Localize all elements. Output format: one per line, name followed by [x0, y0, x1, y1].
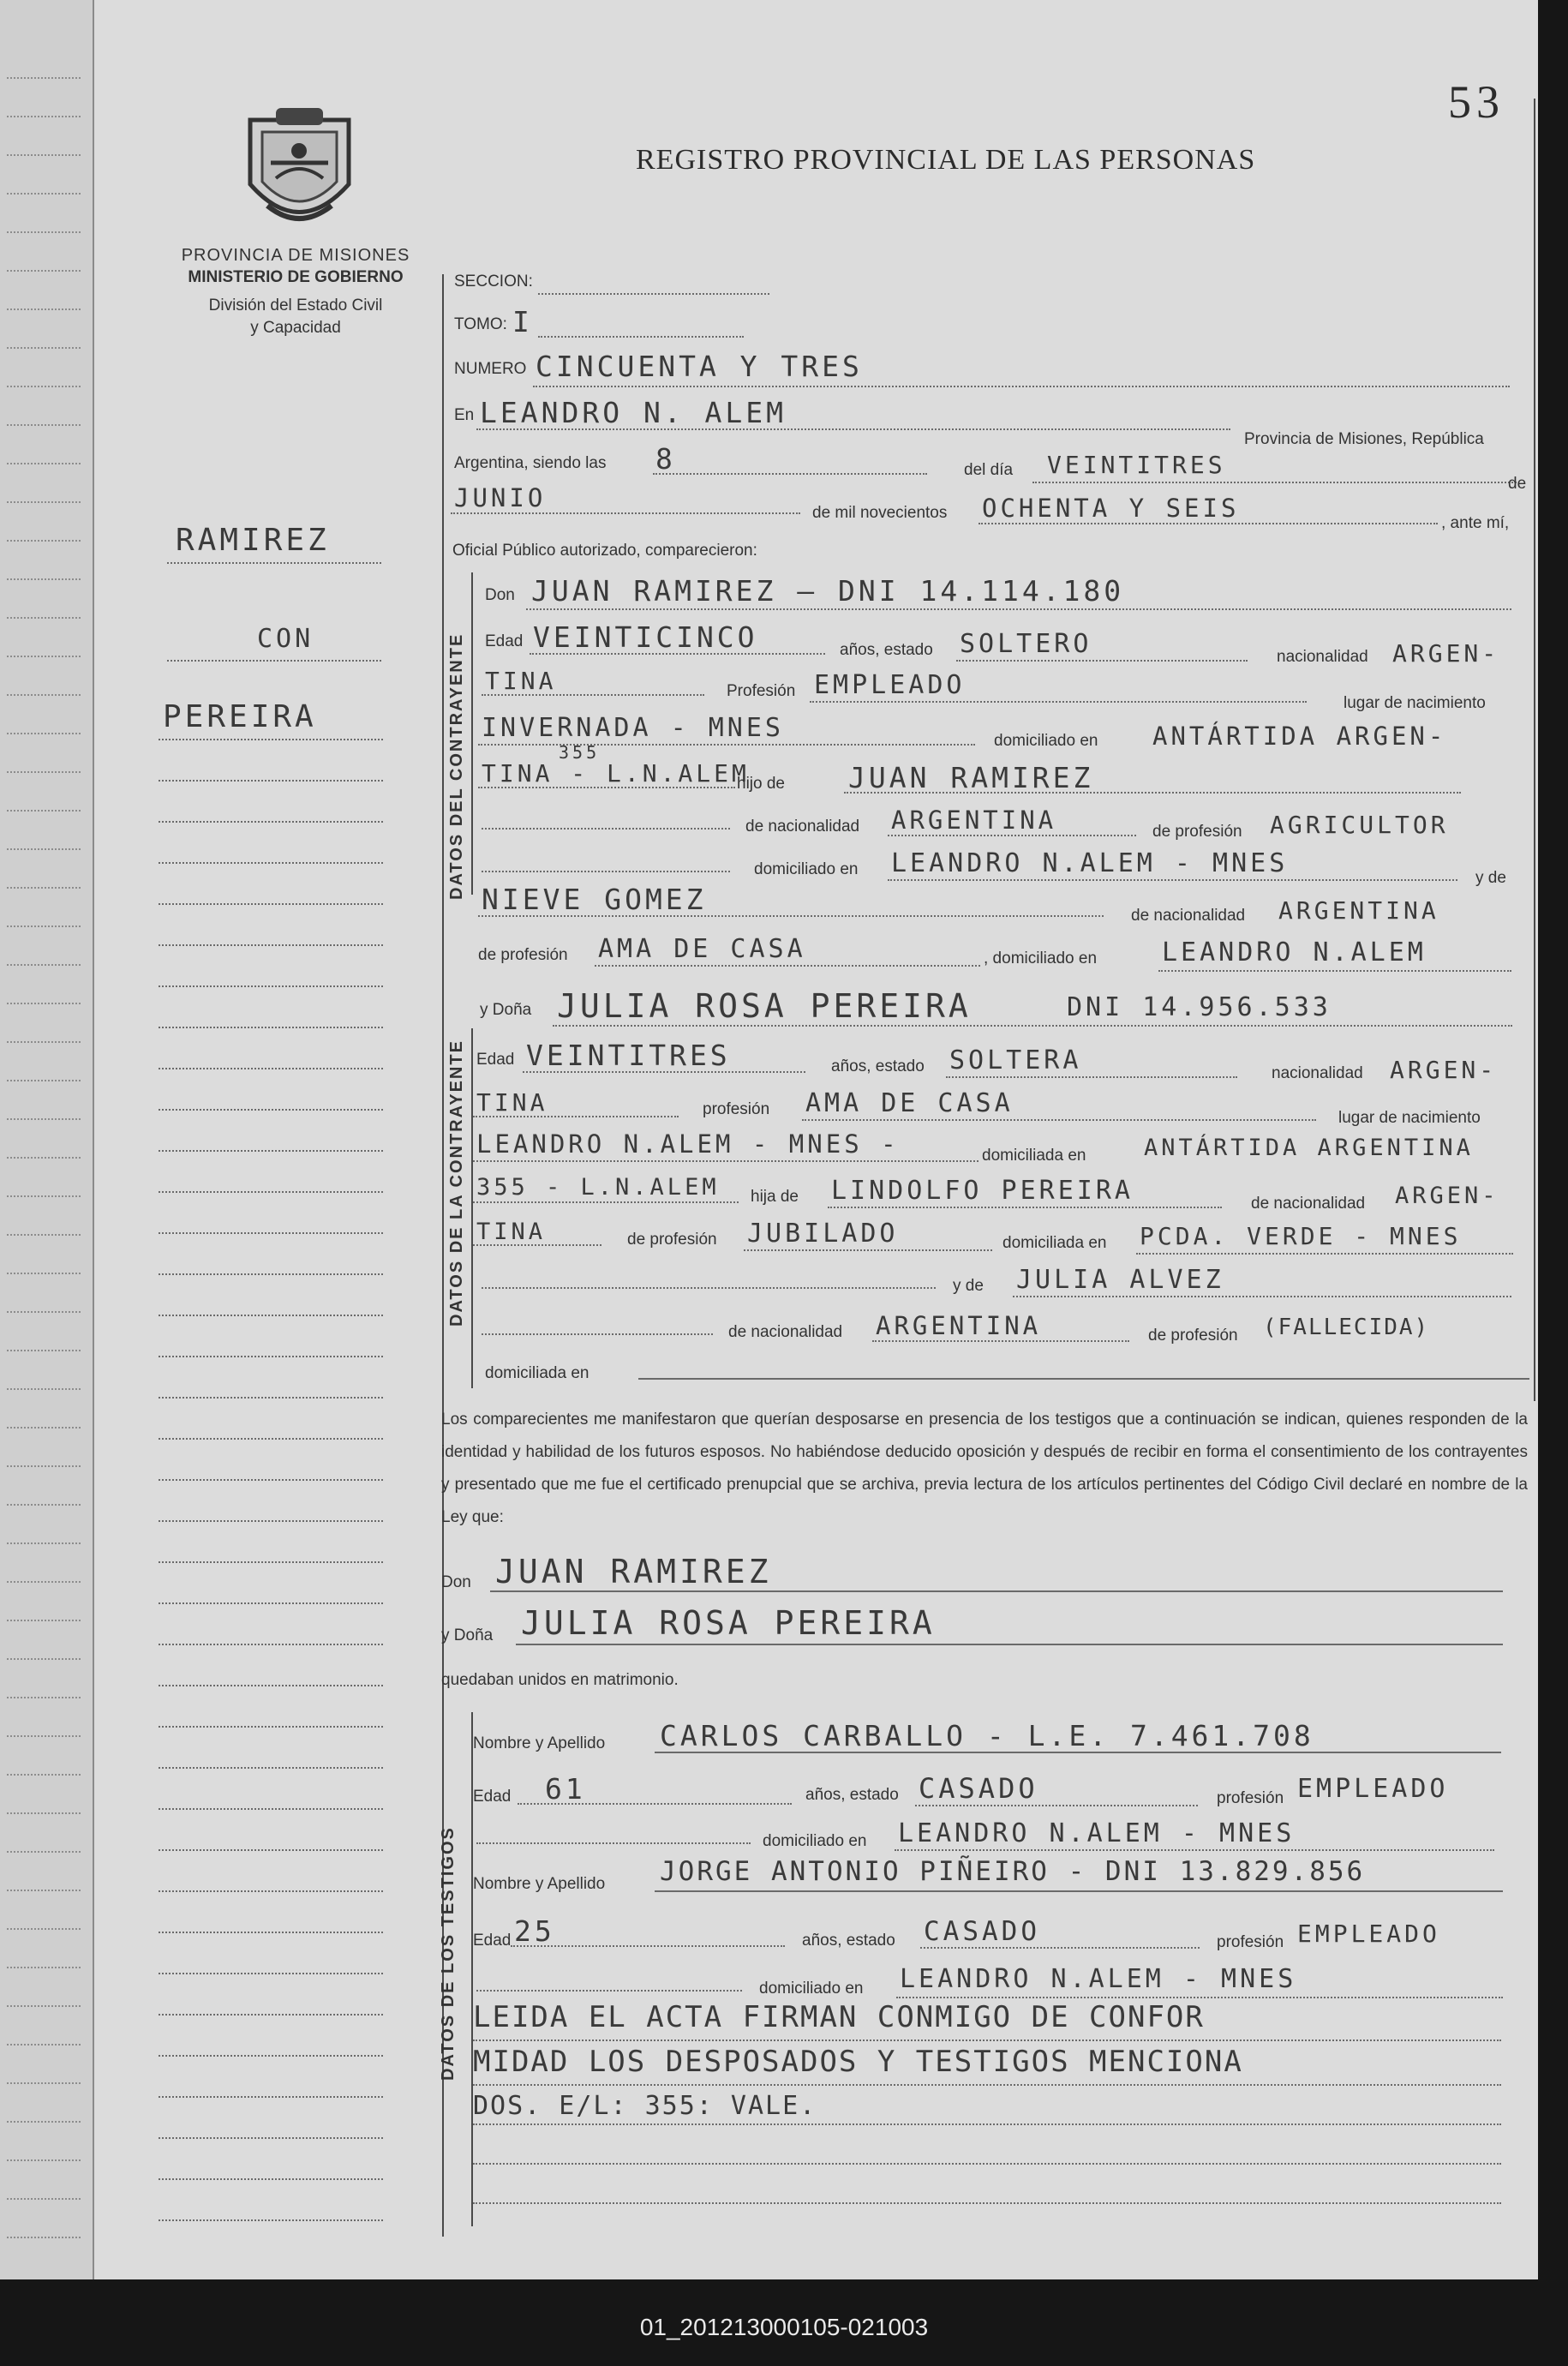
margin-rule: [159, 1808, 383, 1810]
ledger-rule: [7, 1465, 81, 1467]
f-de-nac-label: de nacionalidad: [1251, 1195, 1366, 1213]
ledger-rule: [7, 1812, 81, 1814]
c-prof: EMPLEADO: [814, 670, 966, 700]
t1-dom: LEANDRO N.ALEM - MNES: [898, 1818, 1296, 1848]
obs-rule-5: [473, 2202, 1501, 2204]
ledger-rule: [7, 308, 81, 310]
c-madre-prof-line: [595, 965, 980, 967]
issuer-block: [154, 244, 437, 338]
ledger-rule: [7, 77, 81, 79]
f-hija-label: hija de: [751, 1188, 799, 1206]
f-padre-nac-cont: TINA: [476, 1219, 547, 1245]
ledger-rule: [7, 1851, 81, 1853]
c-prof-label: Profesión: [727, 682, 796, 700]
t2-edad-label: Edad: [473, 1932, 512, 1950]
contrayenta-nombre-line: [553, 1025, 1512, 1027]
c-lugar-label: lugar de nacimiento: [1344, 694, 1486, 712]
ledger-rule: [7, 2121, 81, 2123]
ledger-rule: [7, 1427, 81, 1429]
ledger-rule: [7, 2082, 81, 2084]
f-dom: ANTÁRTIDA ARGENTINA: [1144, 1135, 1474, 1161]
obs-line-1: LEIDA EL ACTA FIRMAN CONMIGO DE CONFOR: [473, 2000, 1205, 2034]
t1-estado-line: [915, 1805, 1198, 1806]
margin-name-1: RAMIREZ: [176, 523, 330, 558]
c-hijo-label: hijo de: [737, 775, 785, 793]
dia-line: [1032, 482, 1517, 483]
seccion-label: SECCION:: [454, 273, 533, 291]
c-madre-prof-label: de profesión: [478, 946, 568, 964]
c-madre-nac-label: de nacionalidad: [1131, 907, 1246, 925]
provincia-label: Provincia de Misiones, República: [1244, 430, 1484, 448]
c-nac-label: nacionalidad: [1277, 648, 1368, 666]
en-line: [476, 428, 1230, 430]
numero-value: CINCUENTA Y TRES: [536, 350, 863, 383]
ledger-rule: [7, 1658, 81, 1660]
c-padre: JUAN RAMIREZ: [848, 761, 1094, 794]
margin-rule: [159, 944, 383, 946]
f-dom-cont-line: [473, 1201, 739, 1203]
ledger-rule: [7, 578, 81, 580]
c-y-de-label: y de: [1475, 869, 1506, 887]
tomo-value: I: [512, 305, 533, 338]
f-padre-line: [828, 1207, 1222, 1208]
mil-label: de mil novecientos: [812, 504, 948, 522]
f-padre-nac: ARGEN-: [1395, 1183, 1499, 1209]
c-madre: NIEVE GOMEZ: [482, 883, 707, 916]
dia-value: VEINTITRES: [1047, 451, 1226, 479]
ledger-rule: [7, 1273, 81, 1274]
ledger-rule: [7, 1234, 81, 1236]
ledger-rule: [7, 1620, 81, 1621]
ledger-rule: [7, 386, 81, 387]
f-edad-label: Edad: [476, 1051, 515, 1069]
f-madre-blank: [482, 1287, 936, 1289]
c-dom-label: domiciliado en: [994, 732, 1098, 750]
margin-rule: [159, 1520, 383, 1522]
c-estado-line: [956, 660, 1248, 662]
f-nac-cont: TINA: [476, 1088, 548, 1117]
c-lugar-line: [478, 744, 975, 746]
anio-value: OCHENTA Y SEIS: [982, 494, 1240, 523]
union-don-line: [490, 1590, 1503, 1592]
ledger-rule: [7, 2005, 81, 2007]
margin-rule: [159, 1932, 383, 1933]
page-number: 53: [1448, 76, 1505, 128]
t2-dom-blank: [476, 1990, 742, 1992]
c-edad-line: [530, 653, 825, 655]
t1-anios-label: años, estado: [805, 1786, 899, 1804]
f-madre-nac-label: de nacionalidad: [728, 1323, 843, 1341]
f-madre-nac-blank: [482, 1333, 713, 1335]
c-madre-dom-label: , domiciliado en: [984, 949, 1098, 967]
obs-rule-2: [473, 2084, 1501, 2086]
f-padre-prof: JUBILADO: [747, 1219, 899, 1249]
de-label-mes: de: [1508, 475, 1527, 493]
province-seal: [242, 103, 357, 230]
f-dom-cont: 355 - L.N.ALEM: [476, 1174, 720, 1201]
ledger-rule: [7, 1697, 81, 1698]
margin-rule: [159, 2014, 383, 2016]
t2-dom: LEANDRO N.ALEM - MNES: [900, 1964, 1297, 1994]
tomo-label: TOMO:: [454, 315, 507, 333]
margin-rule: [159, 1767, 383, 1769]
ledger-rule: [7, 1774, 81, 1776]
f-dom-label: domiciliada en: [982, 1147, 1086, 1165]
margin-rule: [159, 1191, 383, 1193]
t2-edad-line: [511, 1945, 785, 1947]
c-padre-nac-line: [888, 835, 1136, 836]
f-de-prof-label: de profesión: [627, 1231, 717, 1249]
c-madre-prof: AMA DE CASA: [598, 934, 806, 964]
obs-line-2: MIDAD LOS DESPOSADOS Y TESTIGOS MENCIONA: [473, 2045, 1243, 2079]
margin-rule: [159, 2137, 383, 2139]
c-estado: SOLTERO: [960, 629, 1092, 659]
mes-line: [451, 512, 800, 514]
c-madre-dom: LEANDRO N.ALEM: [1162, 937, 1427, 967]
del-dia-label: del día: [964, 461, 1014, 479]
right-border: [1534, 99, 1535, 1401]
t2-estado: CASADO: [924, 1916, 1040, 1947]
margin-rule: [159, 1685, 383, 1686]
margin-line-2: [167, 660, 381, 662]
c-anios-label: años, estado: [840, 641, 933, 659]
f-prof-line: [802, 1119, 1316, 1121]
f-madre-nac-line: [872, 1340, 1129, 1342]
f-padre-dom: PCDA. VERDE - MNES: [1140, 1222, 1462, 1250]
t2-nombre-line: [655, 1890, 1503, 1892]
f-estado: SOLTERA: [949, 1045, 1082, 1075]
ledger-rule: [7, 733, 81, 734]
numero-label: NUMERO: [454, 360, 527, 378]
margin-rule: [159, 1109, 383, 1111]
ledger-rule: [7, 424, 81, 426]
ledger-rule: [7, 1890, 81, 1891]
don-label: Don: [485, 586, 515, 604]
f-nac-cont-line: [473, 1116, 679, 1117]
numero-line: [533, 386, 1510, 387]
c-madre-dom-line: [1158, 970, 1511, 972]
ledger-rule: [7, 116, 81, 117]
ledger-rule: [7, 1311, 81, 1313]
margin-rule: [159, 1315, 383, 1316]
ledger-rule: [7, 1195, 81, 1197]
t1-edad-label: Edad: [473, 1788, 512, 1806]
ledger-rule: [7, 1581, 81, 1583]
margin-rule: [159, 1479, 383, 1481]
f-padre-prof-line: [744, 1249, 992, 1251]
f-prof: AMA DE CASA: [805, 1088, 1014, 1118]
margin-rule: [159, 2055, 383, 2057]
c-padre-prof: AGRICULTOR: [1270, 811, 1449, 839]
obs-rule-1: [473, 2040, 1501, 2041]
obs-rule-3: [473, 2123, 1501, 2125]
hora-value: 8: [655, 442, 676, 476]
ledger-rule: [7, 656, 81, 657]
c-padre-nac: ARGENTINA: [891, 806, 1057, 835]
f-nac: ARGEN-: [1390, 1056, 1498, 1084]
margin-rule: [159, 1397, 383, 1399]
c-dom-num: 355: [559, 742, 601, 763]
t1-nombre-line: [655, 1752, 1501, 1753]
issuer-ministry: MINISTERIO DE GOBIERNO: [188, 268, 404, 286]
f-lugar: LEANDRO N.ALEM - MNES -: [476, 1129, 900, 1159]
ledger-rule: [7, 887, 81, 889]
ledger-rule: [7, 617, 81, 619]
margin-rule: [159, 1602, 383, 1604]
margin-rule: [159, 2096, 383, 2098]
margin-rule: [159, 903, 383, 905]
union-don-value: JUAN RAMIREZ: [495, 1553, 772, 1590]
margin-rule: [159, 2178, 383, 2180]
ledger-rule: [7, 1504, 81, 1506]
contrayenta-dni: DNI 14.956.533: [1067, 992, 1332, 1022]
margin-rule: [159, 1561, 383, 1563]
t2-label: Nombre y Apellido: [473, 1875, 606, 1893]
c-nac-cont: TINA: [485, 667, 557, 695]
c-madre-nac: ARGENTINA: [1278, 896, 1439, 925]
ledger-rule: [7, 1542, 81, 1544]
ledger-rule: [7, 925, 81, 927]
t1-dom-label: domiciliado en: [763, 1832, 867, 1850]
ledger-rule: [7, 154, 81, 156]
seccion-line: [538, 293, 769, 295]
f-madre-prof-label: de profesión: [1148, 1327, 1238, 1345]
contrayente-border: [471, 572, 473, 895]
ledger-margin: [0, 0, 94, 2279]
ledger-rule: [7, 694, 81, 696]
en-value: LEANDRO N. ALEM: [480, 396, 787, 429]
f-padre: LINDOLFO PEREIRA: [831, 1176, 1134, 1206]
document-title: REGISTRO PROVINCIAL DE LAS PERSONAS: [636, 144, 1256, 176]
f-madre-prof: (FALLECIDA): [1263, 1315, 1430, 1340]
f-anios-label: años, estado: [831, 1057, 925, 1075]
ante-label: , ante mí,: [1441, 514, 1510, 532]
testigos-side-label: DATOS DE LOS TESTIGOS: [439, 1826, 458, 2081]
c-padre-dom: LEANDRO N.ALEM - MNES: [891, 848, 1289, 878]
obs-rule-4: [473, 2163, 1501, 2165]
union-dona-value: JULIA ROSA PEREIRA: [521, 1604, 936, 1642]
f-lugar-label: lugar de nacimiento: [1338, 1109, 1481, 1127]
t1-edad: 61: [545, 1772, 586, 1806]
c-edad-label: Edad: [485, 632, 524, 650]
c-de-prof-label: de profesión: [1152, 823, 1242, 841]
ledger-rule: [7, 1041, 81, 1043]
c-nac-cont-line: [482, 694, 704, 696]
ledger-rule: [7, 1735, 81, 1737]
f-padre-nac-cont-line: [473, 1244, 601, 1246]
ledger-rule: [7, 964, 81, 966]
mes-value: JUNIO: [454, 483, 547, 512]
t2-edad: 25: [514, 1914, 555, 1948]
ledger-rule: [7, 2159, 81, 2161]
margin-rule: [159, 985, 383, 987]
t1-edad-line: [518, 1803, 792, 1805]
margin-rule: [159, 1973, 383, 1974]
t1-nombre: CARLOS CARBALLO - L.E. 7.461.708: [660, 1719, 1314, 1752]
f-lugar-line: [473, 1160, 979, 1162]
ledger-rule: [7, 463, 81, 464]
argentina-label: Argentina, siendo las: [454, 454, 607, 472]
t2-prof-label: profesión: [1217, 1933, 1284, 1951]
margin-rule: [159, 1027, 383, 1028]
ledger-rule: [7, 347, 81, 349]
f-madre-dom-line: [638, 1378, 1529, 1380]
f-padre-dom-line: [1136, 1253, 1513, 1255]
ledger-rule: [7, 1118, 81, 1120]
t2-prof: EMPLEADO: [1297, 1920, 1440, 1948]
f-estado-line: [946, 1076, 1237, 1078]
f-prof-label: profesión: [703, 1100, 770, 1118]
f-madre-line: [1013, 1296, 1511, 1297]
c-lugar: INVERNADA - MNES: [482, 713, 784, 743]
ledger-rule: [7, 1928, 81, 1930]
margin-line-1: [167, 562, 381, 564]
t2-anios-label: años, estado: [802, 1932, 895, 1950]
ledger-rule: [7, 1967, 81, 1968]
c-prof-line: [810, 701, 1307, 703]
c-dom-cont: TINA - L.N.ALEM: [482, 759, 750, 788]
f-madre: JULIA ALVEZ: [1016, 1265, 1224, 1295]
hora-line: [653, 473, 927, 475]
ledger-rule: [7, 2237, 81, 2238]
margin-rule: [159, 1273, 383, 1275]
union-don-label: Don: [441, 1573, 471, 1591]
ledger-rule: [7, 2198, 81, 2200]
t1-prof: EMPLEADO: [1297, 1774, 1449, 1804]
oficial-label: Oficial Público autorizado, comparecieron:: [452, 542, 757, 560]
ledger-rule: [7, 501, 81, 503]
tomo-line: [538, 336, 744, 338]
margin-name-2: PEREIRA: [163, 699, 317, 734]
ledger-rule: [7, 1003, 81, 1004]
margin-rule: [159, 1150, 383, 1152]
en-label: En: [454, 406, 475, 424]
c-madre-line: [478, 915, 1104, 917]
t1-dom-blank: [476, 1842, 751, 1844]
margin-rule: [159, 1438, 383, 1440]
ledger-rule: [7, 1080, 81, 1081]
ledger-rule: [7, 848, 81, 850]
issuer-division: División del Estado Civil: [208, 296, 383, 314]
ledger-rule: [7, 1157, 81, 1159]
ledger-rule: [7, 771, 81, 773]
ledger-rule: [7, 270, 81, 272]
c-padre-nac-blank: [482, 828, 730, 830]
margin-line-3: [159, 739, 383, 740]
declaration-text: Los comparecientes me manifestaron que querían desposarse en presencia de los testigos que a continuación se indican, quienes responden de la identidad y habilidad de los futuros esposos. No habiéndose deducido oposición y después de recibir en forma el consentimiento de los contrayentes y presentado que me fue el certificado prenupcial que se archiva, previa lectura de los artículos pertinentes del Código Civil declaré en nombre de la Ley que:: [441, 1411, 1528, 1526]
f-madre-dom-label: domiciliada en: [485, 1364, 589, 1382]
f-madre-nac: ARGENTINA: [876, 1311, 1042, 1340]
margin-rule: [159, 1644, 383, 1645]
anio-line: [979, 523, 1438, 524]
c-nac: ARGEN-: [1392, 639, 1500, 668]
f-edad: VEINTITRES: [526, 1039, 731, 1072]
margin-rule: [159, 1890, 383, 1892]
t2-estado-line: [920, 1947, 1200, 1949]
issuer-division-2: y Capacidad: [250, 319, 341, 337]
scan-identifier: 01_201213000105-021003: [639, 2314, 929, 2340]
union-closing: quedaban unidos en matrimonio.: [441, 1671, 679, 1689]
margin-rule: [159, 821, 383, 823]
t2-nombre: JORGE ANTONIO PIÑEIRO - DNI 13.829.856: [660, 1856, 1366, 1887]
margin-rule: [159, 780, 383, 782]
contrayenta-border: [471, 1028, 473, 1388]
contrayenta-side-label: DATOS DE LA CONTRAYENTE: [447, 1039, 466, 1327]
c-padre-dom-line: [888, 879, 1457, 881]
margin-rule: [159, 1068, 383, 1069]
f-y-de-label: y de: [953, 1277, 984, 1295]
dona-label: y Doña: [480, 1001, 532, 1019]
t1-estado: CASADO: [919, 1772, 1038, 1805]
t1-label: Nombre y Apellido: [473, 1734, 606, 1752]
c-padre-line: [844, 792, 1461, 794]
contrayenta-nombre: JULIA ROSA PEREIRA: [557, 987, 972, 1025]
c-dom-cont-line: [478, 787, 735, 788]
ledger-rule: [7, 540, 81, 542]
contrayente-nombre-line: [526, 608, 1511, 610]
margin-rule: [159, 1232, 383, 1234]
union-dona-line: [516, 1644, 1503, 1645]
obs-line-3: DOS. E/L: 355: VALE.: [473, 2091, 817, 2121]
margin-rule: [159, 1726, 383, 1728]
contrayente-side-label: DATOS DEL CONTRAYENTE: [447, 632, 466, 900]
t2-dom-label: domiciliado en: [759, 1980, 864, 1998]
t2-dom-line: [896, 1997, 1503, 1998]
ledger-rule: [7, 810, 81, 812]
ledger-rule: [7, 2044, 81, 2046]
ledger-rule: [7, 231, 81, 233]
f-edad-line: [523, 1071, 805, 1073]
t1-prof-label: profesión: [1217, 1789, 1284, 1807]
c-dom2-label: domiciliado en: [754, 860, 859, 878]
union-dona-label: y Doña: [441, 1626, 494, 1644]
issuer-province: PROVINCIA DE MISIONES: [181, 246, 410, 265]
margin-rule: [159, 862, 383, 864]
margin-rule: [159, 2219, 383, 2221]
margin-con: CON: [257, 624, 314, 654]
c-de-nac-label: de nacionalidad: [745, 818, 860, 836]
f-nac-label: nacionalidad: [1272, 1064, 1363, 1082]
c-padre-dom-blank: [482, 871, 730, 872]
c-dom: ANTÁRTIDA ARGEN-: [1152, 722, 1447, 751]
t1-dom-line: [895, 1849, 1494, 1851]
ledger-rule: [7, 1350, 81, 1351]
f-dom2-label: domiciliada en: [1002, 1234, 1107, 1252]
contrayente-nombre: JUAN RAMIREZ — DNI 14.114.180: [531, 574, 1125, 608]
margin-rule: [159, 1849, 383, 1851]
ledger-rule: [7, 1388, 81, 1390]
c-edad: VEINTICINCO: [533, 620, 758, 654]
ledger-rule: [7, 193, 81, 195]
margin-rule: [159, 1356, 383, 1357]
